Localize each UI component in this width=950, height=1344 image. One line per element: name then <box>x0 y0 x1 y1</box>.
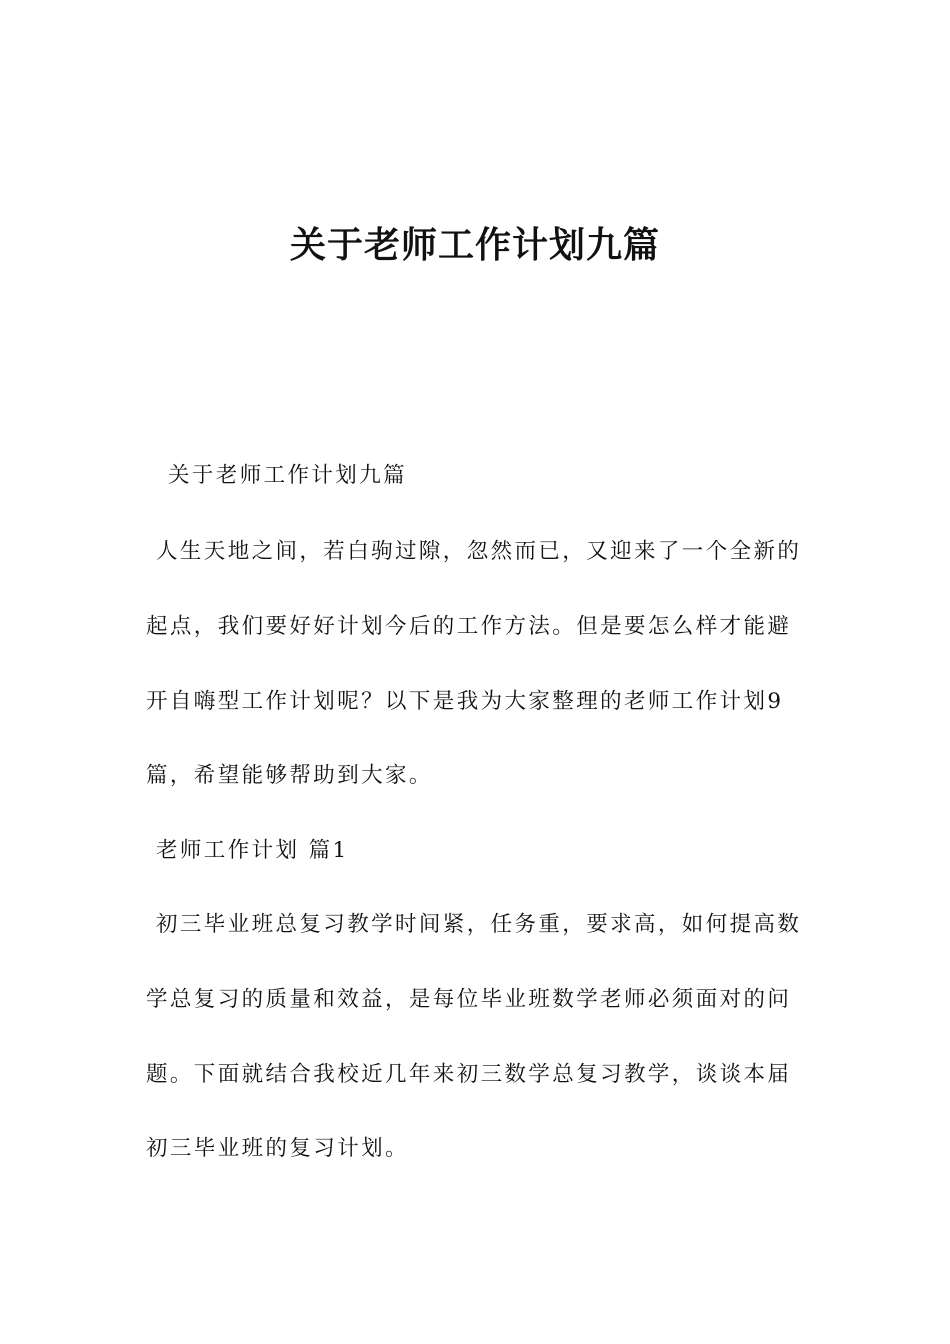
body-line: 题。下面就结合我校近几年来初三数学总复习教学，谈谈本届 <box>146 1062 792 1087</box>
body-line: 篇，希望能够帮助到大家。 <box>146 763 433 788</box>
section-heading: 老师工作计划 篇1 <box>156 838 349 863</box>
body-line: 初三毕业班的复习计划。 <box>146 1136 409 1161</box>
body-line: 开自嗨型工作计划呢？以下是我为大家整理的老师工作计划9 <box>146 689 784 714</box>
body-line: 学总复习的质量和效益，是每位毕业班数学老师必须面对的问 <box>146 987 792 1012</box>
subtitle-line: 关于老师工作计划九篇 <box>168 463 408 488</box>
page-title: 关于老师工作计划九篇 <box>289 225 660 266</box>
body-line: 起点，我们要好好计划今后的工作方法。但是要怎么样才能避 <box>146 614 792 639</box>
body-line: 初三毕业班总复习教学时间紧，任务重，要求高，如何提高数 <box>156 912 802 937</box>
body-line: 人生天地之间，若白驹过隙，忽然而已，又迎来了一个全新的 <box>156 539 802 564</box>
